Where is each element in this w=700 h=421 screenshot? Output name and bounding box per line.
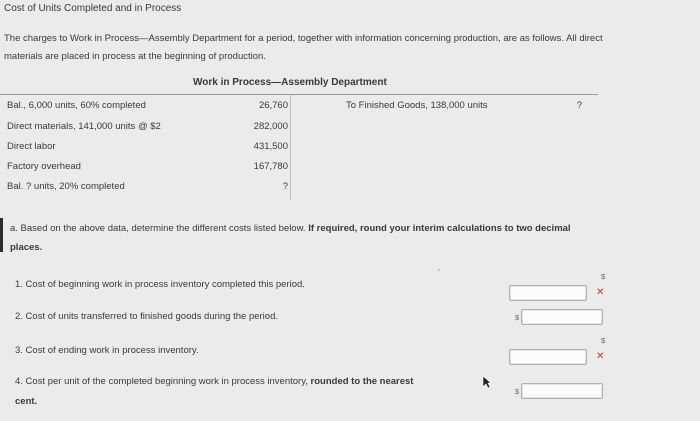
question-3-currency: $ [601, 336, 606, 345]
question-4-text: 4. Cost per unit of the completed beginning work in process inventory, rounded to the nearest [15, 376, 414, 387]
debit-row-5-amount: ? [282, 181, 288, 192]
question-2-input[interactable] [521, 309, 603, 325]
debit-row-2-amount: 282,000 [253, 121, 288, 132]
debit-row-3-amount: 431,500 [253, 141, 288, 152]
debit-row-4-label: Factory overhead [7, 161, 81, 172]
separator-dot [438, 269, 440, 271]
question-4-currency: $ [515, 387, 520, 396]
credit-row-amount: ? [576, 100, 582, 111]
part-a-marker [0, 218, 3, 252]
intro-line-1: The charges to Work in Process—Assembly Department for a period, together with information concerning production, are as follows. All direct [4, 33, 603, 44]
question-1-text: 1. Cost of beginning work in process inventory completed this period. [15, 279, 305, 290]
question-1-currency: $ [601, 272, 606, 281]
part-a-instructions-line-2: places. [10, 242, 43, 253]
intro-line-2: materials are placed in process at the beginning of production. [4, 51, 266, 62]
debit-row-5-label: Bal. ? units, 20% completed [7, 181, 125, 192]
debit-row-2-label: Direct materials, 141,000 units @ $2 [7, 121, 161, 132]
question-4-input[interactable] [521, 383, 603, 399]
debit-row-4-amount: 167,780 [253, 161, 288, 172]
question-1-input[interactable] [509, 285, 587, 301]
debit-row-1-amount: 26,760 [258, 100, 288, 111]
question-2-text: 2. Cost of units transferred to finished goods during the period. [15, 311, 278, 322]
question-3-text: 3. Cost of ending work in process inventory. [15, 345, 199, 356]
page-title: Cost of Units Completed and in Process [4, 3, 182, 14]
debit-row-3-label: Direct labor [7, 141, 56, 152]
credit-row-label: To Finished Goods, 138,000 units [346, 100, 488, 111]
account-title: Work in Process—Assembly Department [193, 77, 387, 88]
mouse-cursor-icon [482, 375, 492, 389]
debit-row-1-label: Bal., 6,000 units, 60% completed [7, 100, 146, 111]
question-3-input[interactable] [509, 349, 587, 365]
question-4-text-line-2: cent. [15, 396, 38, 407]
question-1-incorrect-icon: ✕ [596, 287, 605, 298]
part-a-instructions: a. Based on the above data, determine the different costs listed below. If required, round your interim calculations to two decimal [10, 223, 571, 234]
question-2-currency: $ [515, 313, 520, 322]
question-3-incorrect-icon: ✕ [596, 351, 605, 362]
